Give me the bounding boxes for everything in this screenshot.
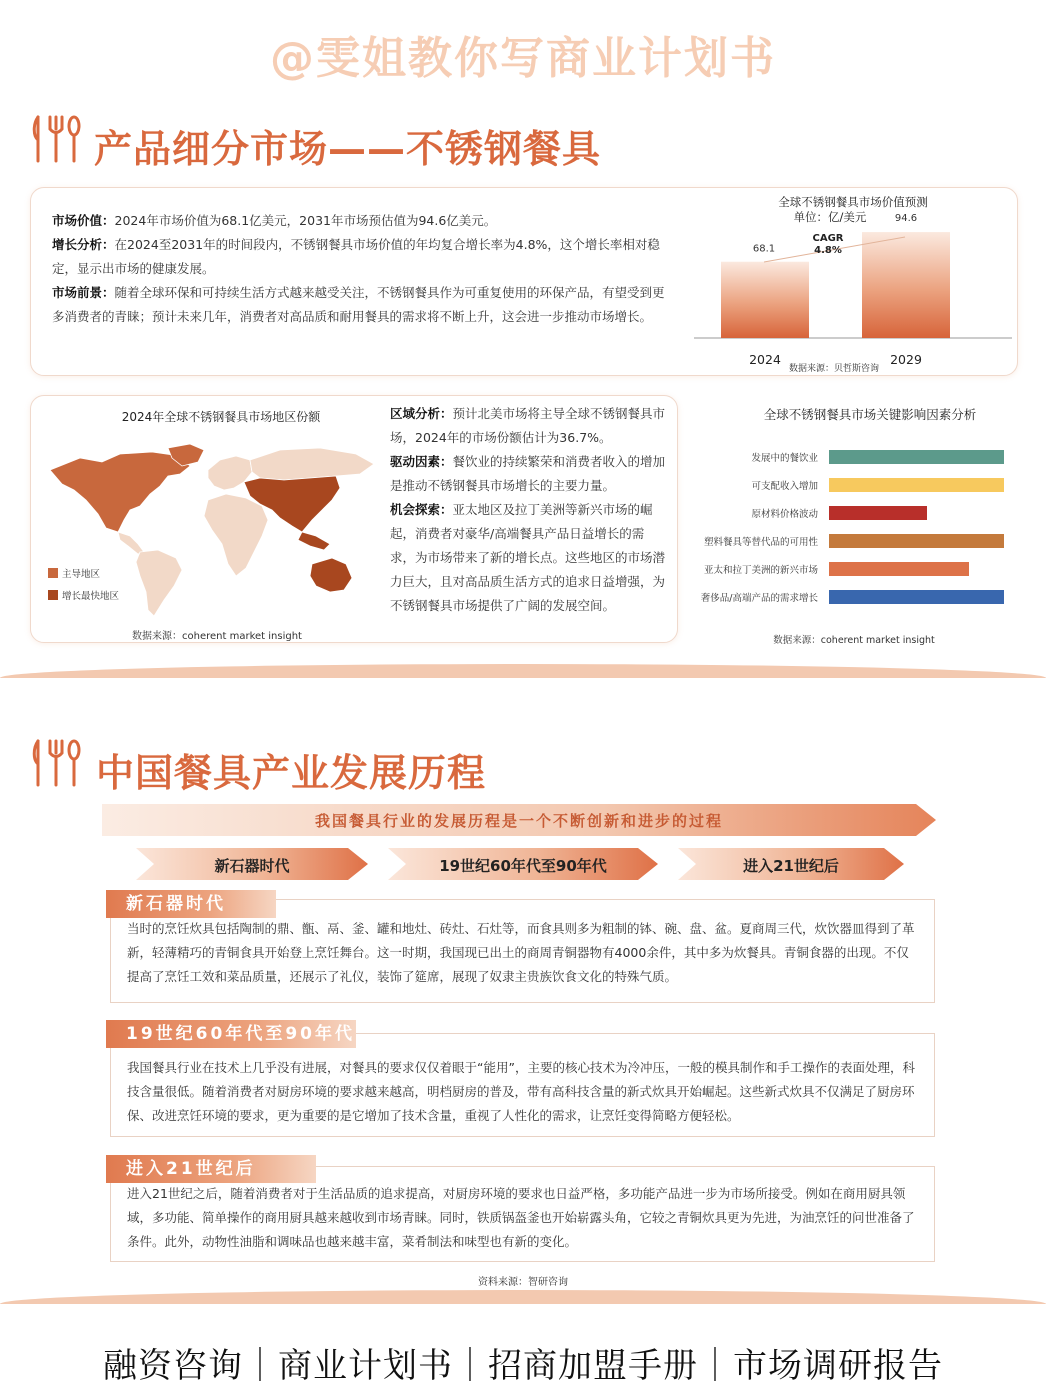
market-value-text: 2024年市场价值为68.1亿美元，2031年市场预估值为94.6亿美元。 (114, 213, 497, 228)
map-south-america (136, 550, 182, 616)
growth-label: 增长分析： (52, 237, 115, 252)
value-forecast-chart (690, 190, 1016, 376)
era-tag-21st-century: 进入21世纪后 (106, 1155, 316, 1183)
opportunity-label: 机会探索： (390, 502, 453, 517)
factor-bar (829, 590, 1004, 604)
region-text: 预计北美市场将主导全球不锈钢餐具市场，2024年的市场份额估计为36.7%。 (390, 406, 666, 445)
factor-label: 奢侈品/高端产品的需求增长 (700, 593, 818, 604)
map-africa (204, 494, 268, 576)
factors-chart (690, 400, 1020, 650)
section2-title: 中国餐具产业发展历程 (96, 751, 487, 795)
legend-fastest-swatch (48, 590, 58, 600)
market-value-label: 市场价值： (52, 213, 115, 228)
factor-label: 原材料价格波动 (751, 509, 818, 520)
market-summary (52, 209, 676, 329)
category-label-2024: 2024 (749, 352, 781, 367)
era-text-neolithic: 当时的烹饪炊具包括陶制的鼎、甑、鬲、釜、罐和地灶、砖灶、石灶等，而食具则多为粗制的钵、碗、盘、盆。夏商周三代，炊饮器皿得到了革新，轻薄精巧的青铜食具开始登上烹饪舞台。这一时期，我国现已出土的商周青铜器物有4000余件，其中多为炊餐具。青铜食器的出现。不仅提高了烹饪工效和菜品质量，还展示了礼仪，装饰了筵席，展现了奴隶主贵族饮食文化的特殊气质。 (127, 921, 915, 984)
prospect-text: 随着全球环保和可持续生活方式越来越受关注，不锈钢餐具作为可重复使用的环保产品，有望受到更多消费者的青睐；预计未来几年，消费者对高品质和耐用餐具的需求将不断上升，这会进一步推动市场增长。 (52, 285, 665, 324)
watermark: @雯姐教你写商业计划书 (270, 33, 776, 84)
driver-label: 驱动因素： (390, 454, 453, 469)
value-label-2024: 68.1 (752, 243, 776, 255)
value-bar-2024 (721, 262, 809, 338)
world-map (40, 440, 380, 626)
region-analysis (390, 402, 668, 618)
factor-bar (829, 478, 1004, 492)
value-chart-source: 数据来源：贝哲斯咨询 (788, 364, 880, 374)
value-chart-subtitle: 单位：亿/美元 (793, 210, 867, 224)
cutlery-icon (30, 114, 82, 164)
factors-chart-source: 数据来源：coherent market insight (773, 635, 935, 646)
cagr-label: CAGR (812, 233, 844, 244)
factor-bar (829, 450, 1004, 464)
stage-label-1: 新石器时代 (214, 857, 290, 875)
history-banner-text: 我国餐具行业的发展历程是一个不断创新和进步的过程 (314, 812, 723, 830)
growth-text: 在2024至2031年的时间段内，不锈钢餐具市场价值的年均复合增长率为4.8%，这个增长率相对稳定，显示出市场的健康发展。 (52, 237, 660, 276)
factor-label: 可支配收入增加 (751, 481, 818, 492)
opportunity-text: 亚太地区及拉丁美洲等新兴市场的崛起，消费者对豪华/高端餐具产品日益增长的需求，为市场带来了新的增长点。这些地区的市场潜力巨大，且对高品质生活方式的追求日益增强，为不锈钢餐具市场提供了广阔的发展空间。 (390, 502, 666, 613)
era-tag-neolithic: 新石器时代 (106, 890, 276, 918)
legend-dominant-swatch (48, 568, 58, 578)
region-label: 区域分析： (390, 406, 453, 421)
prospect-label: 市场前景： (52, 285, 115, 300)
driver-text: 餐饮业的持续繁荣和消费者收入的增加是推动不锈钢餐具市场增长的主要力量。 (390, 454, 666, 493)
map-title: 2024年全球不锈钢餐具市场地区份额 (121, 410, 321, 424)
map-north-america (50, 452, 190, 532)
era-text-21st-century: 进入21世纪之后，随着消费者对于生活品质的追求提高，对厨房环境的要求也日益严格，多功能产品进一步为市场所接受。例如在商用厨具领域，多功能、简单操作的商用厨具越来越收到市场青睐。同时，铁质锅盔釜也开始崭露头角，它较之青铜炊具更为先进，为油烹饪的问世准备了条件。此外，动物性油脂和调味品也越来越丰富，菜肴制法和味型也有新的变化。 (127, 1186, 915, 1249)
legend-fastest-label: 增长最快地区 (62, 591, 120, 602)
factors-chart-title: 全球不锈钢餐具市场关键影响因素分析 (763, 407, 977, 422)
footer-services: 融资咨询｜商业计划书｜招商加盟手册｜市场调研报告 (103, 1346, 943, 1386)
map-north-asia (250, 448, 374, 480)
cagr-value: 4.8% (814, 245, 842, 256)
stage-label-2: 19世纪60年代至90年代 (439, 857, 607, 875)
factor-label: 亚太和拉丁美洲的新兴市场 (703, 565, 818, 576)
category-label-2029: 2029 (890, 352, 922, 367)
footer-divider (0, 1290, 1046, 1304)
legend-dominant-label: 主导地区 (62, 569, 101, 580)
value-chart-title: 全球不锈钢餐具市场价值预测 (778, 195, 928, 209)
map-australia (310, 558, 352, 592)
era-text-19th-century: 我国餐具行业在技术上几乎没有进展，对餐具的要求仅仅着眼于“能用”，主要的核心技术为冷冲压，一般的模具制作和手工操作的表面处理，科技含量很低。随着消费者对厨房环境的要求越来越高，明档厨房的普及，带有高科技含量的新式炊具开始崛起。这些新式炊具不仅满足了厨房环保、改进烹饪环境的要求，更为重要的是它增加了技术含量，重视了人性化的需求，让烹饪变得简略方便轻松。 (127, 1060, 915, 1123)
stage-label-3: 进入21世纪后 (743, 857, 839, 875)
section-divider (0, 664, 1046, 678)
cutlery-icon (30, 738, 82, 788)
map-central-america (118, 532, 144, 554)
factor-bar (829, 562, 969, 576)
history-source: 资料来源：智研咨询 (478, 1277, 568, 1288)
value-label-2029: 94.6 (894, 213, 918, 225)
factor-bar (829, 506, 927, 520)
era-tag-19th-century: 19世纪60年代至90年代 (106, 1020, 356, 1048)
value-bar-2029 (862, 232, 950, 338)
factor-label: 塑料餐具等替代品的可用性 (703, 537, 818, 548)
section1-title: 产品细分市场——不锈钢餐具 (94, 127, 602, 171)
map-source: 数据来源：coherent market insight (132, 631, 302, 642)
map-southeast-asia (298, 532, 330, 550)
factor-label: 发展中的餐饮业 (751, 453, 818, 464)
factor-bar (829, 534, 1004, 548)
